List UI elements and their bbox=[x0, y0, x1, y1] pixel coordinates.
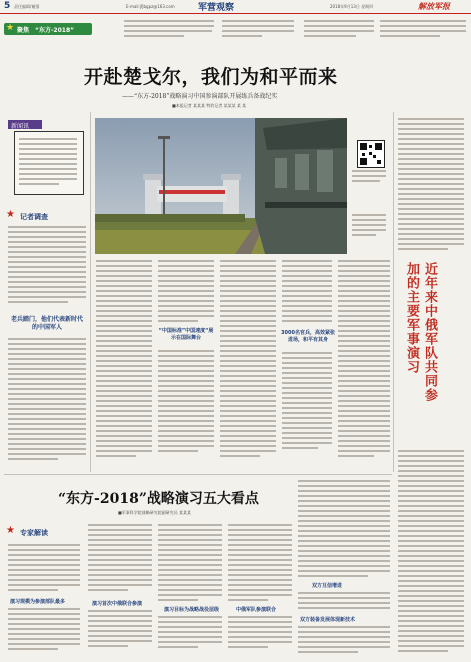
bottom-byline: ■军事科学院战略研究院副研究员 某某某 bbox=[118, 510, 192, 515]
investigation-label: 记者调查 bbox=[20, 213, 48, 221]
right-column-divider bbox=[393, 112, 394, 472]
date-label: 2018年9月13日 星期四 bbox=[330, 4, 374, 9]
main-photo bbox=[95, 118, 347, 254]
expert-tag bbox=[6, 526, 76, 538]
section-divider bbox=[4, 474, 392, 475]
news-tag bbox=[8, 120, 42, 129]
left-subhead: 老兵踏门，他们代表新时代的中国军人 bbox=[10, 316, 83, 331]
focus-topic: “东方-2018” bbox=[35, 27, 75, 34]
masthead-logo: 解放军报 bbox=[418, 1, 450, 11]
bottom-subhead-3: 演习目标为战略战役层级 bbox=[164, 607, 220, 613]
star-icon: ★ bbox=[6, 525, 15, 536]
bottom-subhead-4: 中俄军队参演联合 bbox=[236, 607, 277, 613]
star-icon: ★ bbox=[6, 23, 15, 33]
focus-banner bbox=[4, 23, 92, 35]
lead-byline: ■本报记者 某某某 特约记者 某某某 某 某 bbox=[172, 103, 247, 108]
email-label: E-mail:jfjbgpz@163.com bbox=[126, 4, 175, 9]
news-tag-label: 新闻讯 bbox=[11, 123, 30, 130]
page-number: 5 bbox=[4, 1, 11, 11]
investigation-tag bbox=[6, 210, 86, 222]
qr-code[interactable] bbox=[357, 140, 385, 168]
expert-label: 专家解读 bbox=[20, 529, 48, 537]
header-rule bbox=[0, 13, 471, 14]
mid-subhead: “中国标准”中国速度“展示在国际舞台 bbox=[158, 328, 214, 341]
right-subhead: 3000名官兵，高效紧张进场，和平有其身 bbox=[281, 330, 335, 343]
train-station-illustration bbox=[95, 118, 347, 254]
bottom-subhead-2: 演习首次中俄联合参演 bbox=[92, 601, 143, 607]
bottom-subhead-5: 双方互信增进 bbox=[312, 583, 343, 589]
bottom-headline: “东方-2018”战略演习五大看点 bbox=[58, 491, 259, 507]
lead-subtitle: ——“东方-2018”战略演习中国参演部队开展练兵备战纪实 bbox=[122, 93, 278, 100]
qr-code-icon bbox=[358, 141, 384, 167]
top-text-block bbox=[124, 20, 374, 42]
column-title: 军营观察 bbox=[198, 3, 235, 13]
page-header bbox=[0, 0, 471, 12]
editor-label: 责任编辑/谢强 bbox=[14, 4, 40, 9]
lead-headline: 开赴楚戈尔，我们为和平而来 bbox=[84, 66, 338, 88]
bottom-subhead-1: 演习规模为参演部队最多 bbox=[10, 599, 66, 605]
focus-label: 聚焦 bbox=[17, 27, 30, 34]
vertical-headline: 近年来中俄军队共同参加的主要军事演习 bbox=[404, 262, 437, 402]
bottom-subhead-6: 双方装备发展体现新技术 bbox=[300, 617, 356, 623]
news-box bbox=[14, 131, 84, 195]
star-icon: ★ bbox=[6, 209, 15, 220]
left-column-divider bbox=[90, 112, 91, 472]
